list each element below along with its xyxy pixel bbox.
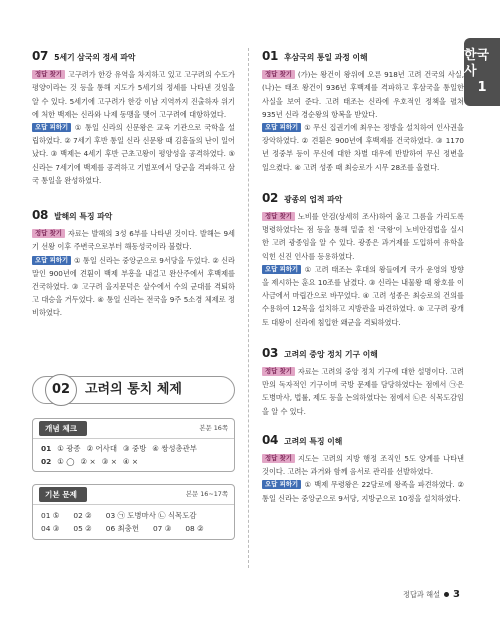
section-title: 발해의 특징 파악 (54, 212, 113, 222)
footer-label: 정답과 해설 (403, 589, 441, 599)
answer-item: 08 ② (185, 524, 204, 534)
wrong-paragraph (262, 478, 464, 504)
answer-text: 자료는 발해의 3성 6부를 나타낸 것이다. 발해는 9세기 선왕 이후 주변국으로부터 해동성국이라 불렸다. (32, 229, 235, 252)
answer-section-04 (262, 434, 464, 505)
answer-tag: 정답 찾기 (32, 229, 65, 238)
bullet-dot-icon (444, 592, 449, 597)
column-divider (248, 48, 249, 568)
section-number: 04 (262, 432, 279, 447)
chapter-heading (32, 376, 235, 404)
concept-check-label: 개념 체크 (39, 421, 87, 436)
answer-item: 01 ⑤ (41, 511, 60, 521)
answer-item: 07 ③ (152, 524, 172, 534)
answer-item: ④ 쌍성총관부 (152, 443, 197, 453)
answer-tag: 정답 찾기 (262, 212, 295, 221)
answer-tag: 정답 찾기 (262, 70, 295, 79)
section-number: 03 (262, 345, 279, 360)
wrong-text: ① 통일 신라는 중앙군으로 9서당을 두었다. ② 신라 말인 900년에 견훤이 백제 부흥을 내걸고 완산주에서 후백제를 건국하였다. ③ 고구려 을지문덕은 살수에서 수의 군대를 격퇴하고 대승을 거두었다. ④ 통일 신라는 전국을 9주 5소경 체제로 정비하였다. (32, 255, 235, 318)
answer-item: 06 최충헌 (105, 524, 139, 534)
answer-item: ② × (80, 456, 96, 466)
side-tab-number: 1 (477, 80, 487, 95)
section-title: 광종의 업적 파악 (284, 194, 343, 204)
section-title: 고려의 중앙 정치 기구 이해 (284, 349, 378, 359)
wrong-text: ① 백제 무령왕은 22담로에 왕족을 파견하였다. ② 통일 신라는 중앙군으로 9서당, 지방군으로 10정을 설치하였다. (262, 480, 464, 503)
left-column (32, 50, 235, 540)
basic-problem-box (32, 484, 235, 540)
concept-check-row (41, 442, 226, 455)
wrong-text: ① 무신 집권기에 최우는 정방을 설치하여 인사권을 장악하였다. ② 견훤은 900년에 후백제를 건국하였다. ③ 1170년 정중부 등이 무신에 대한 차별 대우에 반발하여 무신 정변을 일으켰다. ④ 고려 성종 때 최승로가 시무 28조를 올렸다. (262, 123, 464, 172)
answer-text: 노비를 안검(상세히 조사)하여 옳고 그름을 가리도록 명령하였다는 점 등을 통해 밑줄 친 '국왕'이 노비안검법을 실시한 고려 광종임을 알 수 있다. 광종은 과거제를 도입하여 유학을 익힌 신진 인사를 등용하였다. (262, 212, 464, 261)
section-number: 07 (32, 49, 49, 63)
answer-text: 지도는 고려의 지방 행정 조직인 5도 양계를 나타낸 것이다. 고려는 과거와 함께 음서로 관리를 선발하였다. (262, 454, 464, 477)
wrong-tag: 오답 피하기 (262, 265, 301, 274)
wrong-paragraph (262, 121, 464, 174)
question-number: 02 (41, 456, 52, 466)
answer-paragraph (32, 227, 235, 253)
section-number: 08 (32, 208, 49, 223)
answer-item: ② 어사대 (86, 443, 117, 453)
wrong-tag: 오답 피하기 (262, 123, 301, 132)
basic-problem-row (41, 522, 226, 535)
chapter-side-tab (464, 38, 500, 106)
concept-check-box (32, 418, 235, 472)
wrong-paragraph (262, 263, 464, 329)
section-number: 01 (262, 49, 279, 63)
wrong-tag: 오답 피하기 (32, 123, 71, 132)
concept-check-page: 본문 16쪽 (199, 423, 228, 432)
wrong-text: ① 통일 신라의 신문왕은 교육 기관으로 국학을 설립하였다. ② 7세기 후반 통일 신라 신문왕 때 김흠돌의 난이 일어났다. ③ 백제는 4세기 후반 근초고왕이 평양성을 공격하였다. ⑤ 신라는 7세기에 백제를 공격하고 기벌포에서 당군을 격파하고 삼국 통일을 완성하였다. (32, 123, 235, 185)
answer-item: ③ × (101, 456, 117, 466)
answer-section-08 (32, 209, 235, 320)
answer-text: 고구려가 한강 유역을 차지하고 있고 고구려의 수도가 평양이라는 것 등을 통해 지도가 5세기의 정세를 나타낸 것임을 알 수 있다. 5세기에 고구려가 한강 이남 지역까지 진출하자 위기에 처한 백제는 신라와 나제 동맹을 맺어 고구려에 대항하였다. (32, 70, 235, 119)
section-title: 고려의 특징 이해 (284, 436, 343, 446)
answer-text: (가)는 왕건이 왕위에 오른 918년 고려 건국의 사실, (나)는 태조 왕건이 936년 후백제를 격파하고 후삼국을 통일한 사실을 보여 준다. 고려 태조는 신라에 우호적인 정책을 펼쳐 935년 신라 경순왕의 항복을 받았다. (262, 70, 464, 119)
answer-paragraph (32, 68, 235, 121)
answer-item: ④ × (122, 456, 139, 466)
basic-problem-page: 본문 16~17쪽 (185, 489, 228, 498)
answer-tag: 정답 찾기 (262, 454, 295, 463)
answer-section-03 (262, 347, 464, 418)
answer-tag: 정답 찾기 (32, 70, 65, 79)
answer-item: 03 ㉠ 도병마사 ㉡ 식목도감 (105, 511, 197, 521)
wrong-text: ① 고려 태조는 후대의 왕들에게 국가 운영의 방향을 제시하는 훈요 10조를 남겼다. ③ 신라는 내물왕 때 왕호를 이사금에서 마립간으로 바꾸었다. ④ 고려 성종은 최승로의 건의를 수용하여 12목을 설치하고 지방관을 파견하였다. ⑤ 고구려 광개토 대왕이 신라에 침입한 왜군을 격퇴하였다. (262, 264, 464, 327)
answer-item: ① ◯ (57, 456, 75, 466)
basic-problem-label: 기본 문제 (39, 487, 87, 502)
answer-paragraph (262, 365, 464, 418)
answer-section-02 (262, 192, 464, 329)
concept-check-row (41, 455, 226, 468)
answer-paragraph (262, 452, 464, 478)
chapter-number: 02 (45, 374, 77, 406)
section-title: 5세기 삼국의 정세 파악 (54, 53, 136, 62)
answer-item: ③ 중방 (122, 443, 147, 453)
side-tab-subject: 한국사 (464, 48, 490, 79)
answer-tag: 정답 찾기 (262, 367, 295, 376)
page-number: 3 (453, 588, 460, 600)
wrong-paragraph (32, 121, 235, 187)
section-title: 후삼국의 통일 과정 이해 (284, 53, 368, 62)
answer-item: ① 광종 (57, 443, 81, 453)
page-footer (403, 588, 460, 601)
answer-section-01 (262, 50, 464, 174)
section-number: 02 (262, 190, 279, 205)
answer-item: 02 ② (73, 511, 92, 521)
basic-problem-row (41, 509, 226, 522)
answer-item: 04 ③ (41, 524, 60, 534)
wrong-tag: 오답 피하기 (262, 480, 301, 489)
wrong-tag: 오답 피하기 (32, 256, 71, 265)
wrong-paragraph (32, 254, 235, 320)
chapter-title: 고려의 통치 체제 (85, 382, 182, 398)
answer-text: 자료는 고려의 중앙 정치 기구에 대한 설명이다. 고려만의 독자적인 기구이며 국방 문제를 담당하였다는 점에서 ㉠은 도병마사, 법률, 제도 등을 논의하였다는 점에서 ㉡은 식목도감임을 알 수 있다. (262, 367, 464, 416)
answer-item: 05 ② (73, 524, 92, 534)
answer-section-07 (32, 50, 235, 187)
answer-paragraph (262, 210, 464, 263)
question-number: 01 (41, 443, 52, 453)
answer-paragraph (262, 68, 464, 121)
right-column (262, 50, 464, 515)
